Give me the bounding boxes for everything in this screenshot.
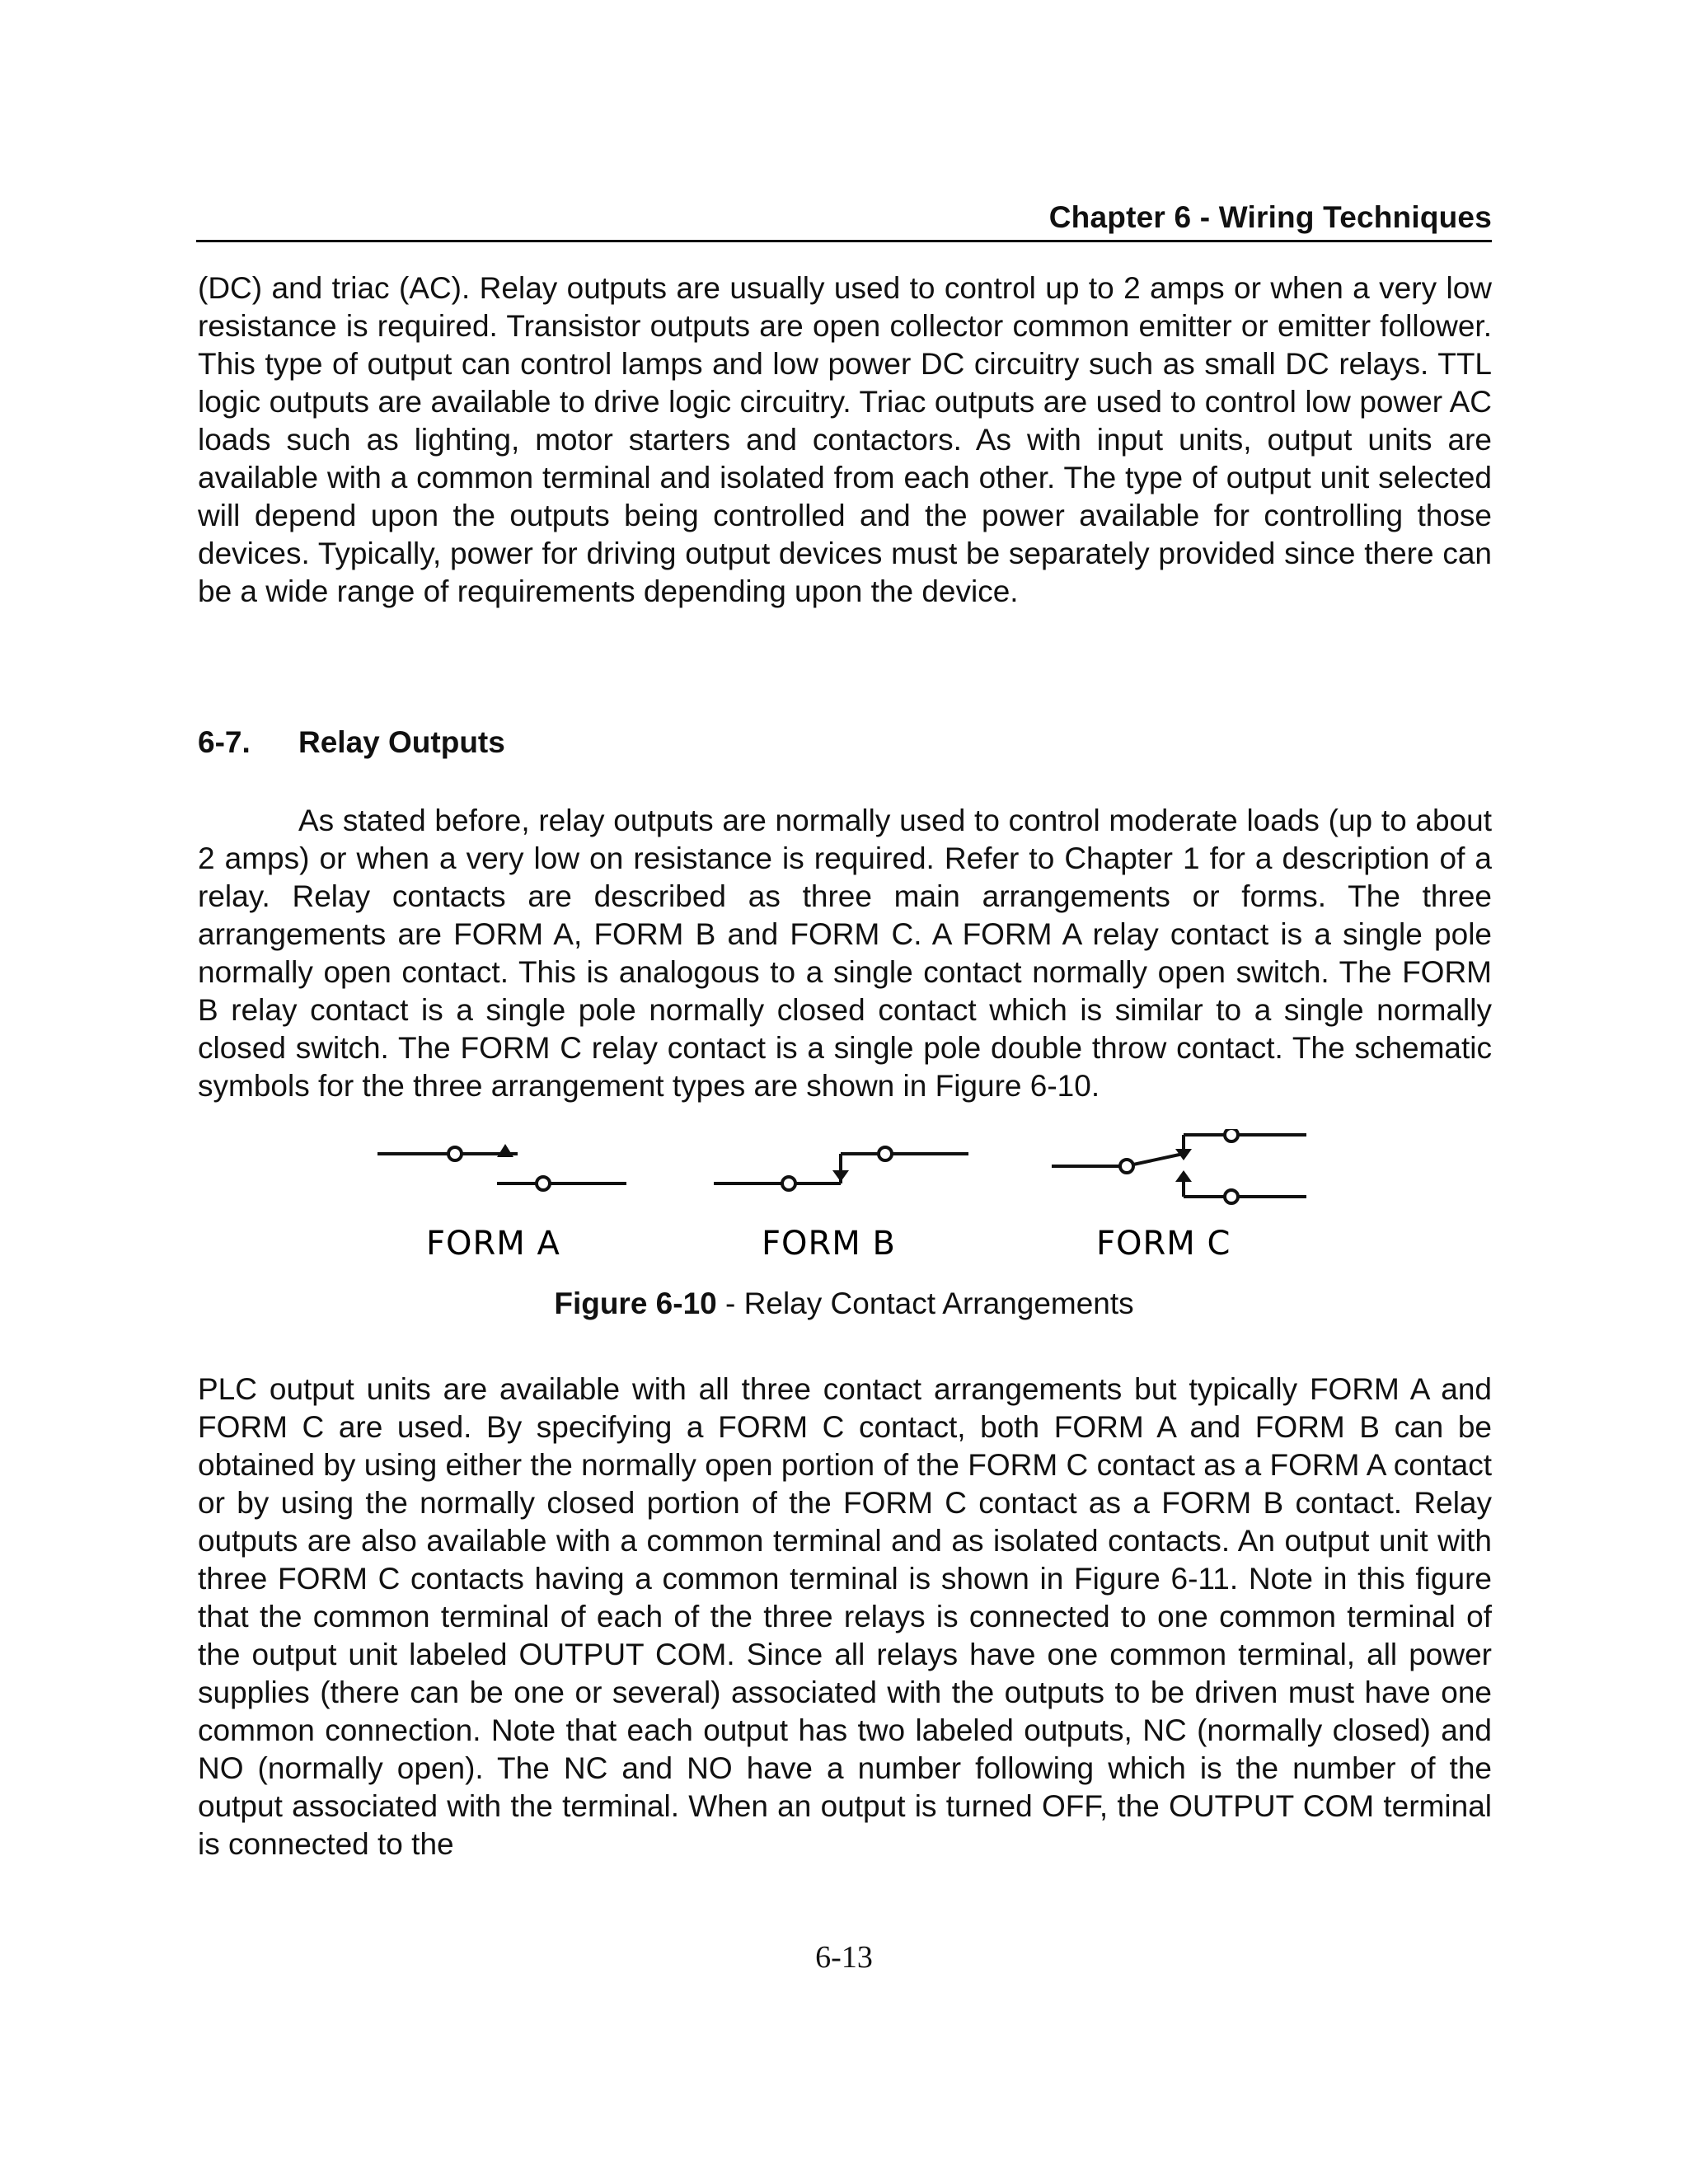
figure-caption-separator: - (716, 1286, 744, 1320)
form-b-symbol (714, 1147, 968, 1190)
form-a-label: FORM A (426, 1225, 560, 1263)
figure-caption-text: Relay Contact Arrangements (743, 1286, 1134, 1320)
page-header (196, 198, 1492, 242)
figure-caption-label: Figure 6-10 (554, 1286, 717, 1320)
form-b-label: FORM B (762, 1225, 896, 1263)
chapter-title: Chapter 6 - Wiring Techniques (1048, 200, 1492, 234)
form-a-symbol (377, 1144, 626, 1190)
form-c-label: FORM C (1096, 1225, 1231, 1263)
plc-output-paragraph: PLC output units are available with all three contact arrangements but typically FORM A and FORM C are used. By specifying a FORM C contact, both FORM A and FORM B can be obtained by using either the normally open portion of the FORM C contact as a FORM A contact or by using the normally closed portion of the FORM C contact as a FORM B contact. Relay outputs are also available with a common terminal and as isolated contacts. An output unit with three FORM C contacts having a common terminal is shown in Figure 6-11. Note in this figure that the common terminal of each of the three relays is connected to one common terminal of the output unit labeled OUTPUT COM. Since all relays have one common terminal, all power supplies (there can be one or several) associated with the outputs to be driven must have one common connection. Note that each output has two labeled outputs, NC (normally closed) and NO (normally open). The NC and NO have a number following which is the number of the output associated with the terminal. When an output is turned OFF, the OUTPUT COM terminal is connected to the (198, 1372, 1492, 1861)
figure-caption (0, 1286, 1688, 1321)
relay-contact-figure (363, 1129, 1335, 1277)
section-title: Relay Outputs (298, 725, 505, 759)
relay-outputs-paragraph: As stated before, relay outputs are normally used to control moderate loads (up to about 2 amps) or when a very low on resistance is required. Refer to Chapter 1 for a description of a relay. Relay contacts are described as three main arrangements or forms. The three arrangements are FORM A, FORM B and FORM C. A FORM A relay contact is a single pole normally open contact. This is analogous to a single contact normally open switch. The FORM B relay contact is a single pole normally closed contact which is similar to a single normally closed switch. The FORM C relay contact is a single pole double throw contact. The schematic symbols for the three arrangement types are shown in Figure 6-10. (198, 804, 1492, 1103)
form-c-symbol (1052, 1129, 1306, 1203)
section-heading (198, 725, 505, 760)
page-number: 6-13 (815, 1940, 873, 1975)
section-number: 6-7. (198, 725, 251, 759)
intro-paragraph: (DC) and triac (AC). Relay outputs are usually used to control up to 2 amps or when a very low resistance is required. Transistor outputs are open collector common emitter or emitter follower. This type of output can control lamps and low power DC circuitry such as small DC relays. TTL logic outputs are available to drive logic circuitry. Triac outputs are used to control low power AC loads such as lighting, motor starters and contactors. As with input units, output units are available with a common terminal and isolated from each other. The type of output unit selected will depend upon the outputs being controlled and the power available for controlling those devices. Typically, power for driving output devices must be separately provided since there can be a wide range of requirements depending upon the device. (198, 271, 1492, 608)
